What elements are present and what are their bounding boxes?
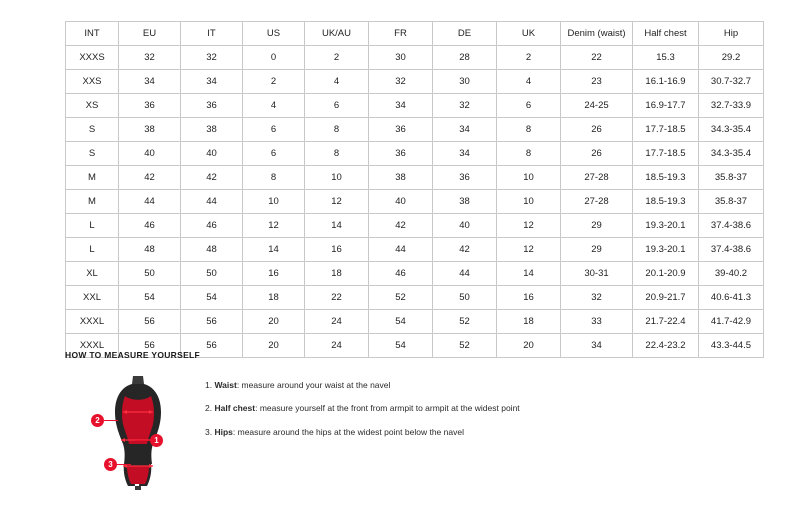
marker-3-hips: 3 <box>104 458 117 471</box>
cell-fr: 52 <box>369 286 433 310</box>
table-row <box>66 118 764 142</box>
cell-half-chest: 22.4-23.2 <box>633 334 699 358</box>
cell-de: 40 <box>433 214 497 238</box>
cell-it: 40 <box>181 142 243 166</box>
table-row <box>66 46 764 70</box>
cell-denim: 23 <box>561 70 633 94</box>
cell-denim: 33 <box>561 310 633 334</box>
cell-de: 28 <box>433 46 497 70</box>
cell-int: XXXL <box>66 310 119 334</box>
cell-ukau: 22 <box>305 286 369 310</box>
table-row <box>66 262 764 286</box>
cell-uk: 4 <box>497 70 561 94</box>
cell-it: 34 <box>181 70 243 94</box>
cell-hip: 30.7-32.7 <box>699 70 764 94</box>
cell-fr: 34 <box>369 94 433 118</box>
measure-note-waist <box>205 380 520 391</box>
cell-de: 44 <box>433 262 497 286</box>
cell-us: 18 <box>243 286 305 310</box>
leader-line-1 <box>135 440 151 441</box>
note-number: 2. <box>205 403 213 414</box>
cell-int: L <box>66 214 119 238</box>
leader-line-3 <box>117 464 131 465</box>
table-row <box>66 190 764 214</box>
how-to-measure-section <box>65 350 735 492</box>
cell-uk: 14 <box>497 262 561 286</box>
cell-fr: 32 <box>369 70 433 94</box>
cell-eu: 56 <box>119 310 181 334</box>
cell-us: 0 <box>243 46 305 70</box>
cell-us: 20 <box>243 334 305 358</box>
cell-denim: 30-31 <box>561 262 633 286</box>
cell-denim: 29 <box>561 214 633 238</box>
cell-half-chest: 20.1-20.9 <box>633 262 699 286</box>
cell-half-chest: 16.1-16.9 <box>633 70 699 94</box>
cell-it: 56 <box>181 310 243 334</box>
cell-eu: 50 <box>119 262 181 286</box>
cell-eu: 34 <box>119 70 181 94</box>
cell-uk: 12 <box>497 214 561 238</box>
cell-de: 38 <box>433 190 497 214</box>
cell-uk: 10 <box>497 166 561 190</box>
cell-hip: 39-40.2 <box>699 262 764 286</box>
cell-it: 56 <box>181 334 243 358</box>
cell-us: 12 <box>243 214 305 238</box>
cell-hip: 41.7-42.9 <box>699 310 764 334</box>
cell-ukau: 8 <box>305 118 369 142</box>
cell-ukau: 24 <box>305 310 369 334</box>
cell-us: 20 <box>243 310 305 334</box>
cell-int: XXL <box>66 286 119 310</box>
note-text: : measure yourself at the front from armpit to armpit at the widest point <box>255 403 520 414</box>
cell-eu: 32 <box>119 46 181 70</box>
cell-half-chest: 17.7-18.5 <box>633 142 699 166</box>
cell-fr: 40 <box>369 190 433 214</box>
how-to-measure-body <box>65 372 735 492</box>
cell-uk: 2 <box>497 46 561 70</box>
cell-it: 54 <box>181 286 243 310</box>
note-term: Waist <box>214 380 237 390</box>
cell-uk: 8 <box>497 118 561 142</box>
table-header-row <box>66 22 764 46</box>
cell-ukau: 18 <box>305 262 369 286</box>
cell-eu: 56 <box>119 334 181 358</box>
cell-it: 48 <box>181 238 243 262</box>
how-to-measure-title: HOW TO MEASURE YOURSELF <box>65 350 201 360</box>
cell-int: XXS <box>66 70 119 94</box>
cell-it: 46 <box>181 214 243 238</box>
cell-ukau: 12 <box>305 190 369 214</box>
cell-eu: 46 <box>119 214 181 238</box>
cell-ukau: 16 <box>305 238 369 262</box>
cell-de: 42 <box>433 238 497 262</box>
column-header: INT <box>66 22 119 46</box>
cell-int: M <box>66 190 119 214</box>
measure-note-hips <box>205 427 520 438</box>
measure-instructions <box>205 372 520 450</box>
cell-int: L <box>66 238 119 262</box>
cell-it: 44 <box>181 190 243 214</box>
cell-int: S <box>66 142 119 166</box>
cell-half-chest: 19.3-20.1 <box>633 238 699 262</box>
cell-fr: 30 <box>369 46 433 70</box>
column-header: Denim (waist) <box>561 22 633 46</box>
column-header: US <box>243 22 305 46</box>
cell-hip: 37.4-38.6 <box>699 238 764 262</box>
cell-de: 36 <box>433 166 497 190</box>
cell-hip: 35.8-37 <box>699 190 764 214</box>
column-header: IT <box>181 22 243 46</box>
cell-denim: 26 <box>561 118 633 142</box>
cell-de: 34 <box>433 142 497 166</box>
table-row <box>66 94 764 118</box>
size-conversion-table <box>65 21 764 358</box>
cell-it: 32 <box>181 46 243 70</box>
cell-denim: 29 <box>561 238 633 262</box>
cell-uk: 12 <box>497 238 561 262</box>
cell-it: 50 <box>181 262 243 286</box>
cell-ukau: 2 <box>305 46 369 70</box>
cell-us: 6 <box>243 118 305 142</box>
cell-eu: 36 <box>119 94 181 118</box>
cell-denim: 24-25 <box>561 94 633 118</box>
cell-fr: 46 <box>369 262 433 286</box>
cell-ukau: 8 <box>305 142 369 166</box>
note-term: Hips <box>214 426 233 437</box>
mannequin-figure-icon <box>103 374 173 492</box>
cell-us: 8 <box>243 166 305 190</box>
cell-us: 14 <box>243 238 305 262</box>
column-header: Hip <box>699 22 764 46</box>
cell-uk: 18 <box>497 310 561 334</box>
cell-half-chest: 20.9-21.7 <box>633 286 699 310</box>
cell-fr: 36 <box>369 118 433 142</box>
cell-hip: 40.6-41.3 <box>699 286 764 310</box>
cell-hip: 35.8-37 <box>699 166 764 190</box>
column-header: UK/AU <box>305 22 369 46</box>
cell-de: 30 <box>433 70 497 94</box>
table-row <box>66 310 764 334</box>
cell-uk: 8 <box>497 142 561 166</box>
cell-eu: 42 <box>119 166 181 190</box>
cell-hip: 32.7-33.9 <box>699 94 764 118</box>
cell-half-chest: 18.5-19.3 <box>633 190 699 214</box>
table-row <box>66 142 764 166</box>
cell-denim: 27-28 <box>561 166 633 190</box>
cell-int: M <box>66 166 119 190</box>
table-row <box>66 166 764 190</box>
note-number: 1. <box>205 380 213 390</box>
cell-denim: 26 <box>561 142 633 166</box>
table-row <box>66 238 764 262</box>
cell-hip: 37.4-38.6 <box>699 214 764 238</box>
cell-half-chest: 21.7-22.4 <box>633 310 699 334</box>
cell-us: 6 <box>243 142 305 166</box>
cell-fr: 54 <box>369 334 433 358</box>
cell-uk: 6 <box>497 94 561 118</box>
cell-de: 50 <box>433 286 497 310</box>
cell-int: XL <box>66 262 119 286</box>
cell-it: 42 <box>181 166 243 190</box>
cell-us: 2 <box>243 70 305 94</box>
column-header: EU <box>119 22 181 46</box>
cell-uk: 16 <box>497 286 561 310</box>
cell-ukau: 4 <box>305 70 369 94</box>
column-header: Half chest <box>633 22 699 46</box>
cell-half-chest: 15.3 <box>633 46 699 70</box>
cell-ukau: 14 <box>305 214 369 238</box>
cell-hip: 34.3-35.4 <box>699 118 764 142</box>
cell-de: 34 <box>433 118 497 142</box>
cell-hip: 29.2 <box>699 46 764 70</box>
measure-diagram <box>65 372 195 492</box>
note-number: 3. <box>205 426 213 437</box>
cell-eu: 44 <box>119 190 181 214</box>
cell-half-chest: 18.5-19.3 <box>633 166 699 190</box>
column-header: FR <box>369 22 433 46</box>
column-header: DE <box>433 22 497 46</box>
cell-ukau: 10 <box>305 166 369 190</box>
marker-1-waist: 1 <box>150 434 163 447</box>
note-text: : measure around your waist at the navel <box>236 380 391 390</box>
cell-it: 36 <box>181 94 243 118</box>
cell-de: 32 <box>433 94 497 118</box>
leader-line-2 <box>104 420 118 421</box>
cell-denim: 34 <box>561 334 633 358</box>
cell-hip: 43.3-44.5 <box>699 334 764 358</box>
cell-fr: 38 <box>369 166 433 190</box>
cell-uk: 20 <box>497 334 561 358</box>
cell-fr: 44 <box>369 238 433 262</box>
cell-fr: 42 <box>369 214 433 238</box>
cell-int: XXXL <box>66 334 119 358</box>
cell-eu: 54 <box>119 286 181 310</box>
measure-note-half-chest <box>205 403 520 414</box>
cell-de: 52 <box>433 334 497 358</box>
cell-us: 10 <box>243 190 305 214</box>
cell-half-chest: 16.9-17.7 <box>633 94 699 118</box>
column-header: UK <box>497 22 561 46</box>
cell-uk: 10 <box>497 190 561 214</box>
table-row <box>66 70 764 94</box>
cell-ukau: 6 <box>305 94 369 118</box>
note-text: : measure around the hips at the widest point below the navel <box>232 426 464 437</box>
cell-de: 52 <box>433 310 497 334</box>
size-chart-container <box>65 21 752 358</box>
cell-int: XXXS <box>66 46 119 70</box>
cell-denim: 32 <box>561 286 633 310</box>
cell-us: 16 <box>243 262 305 286</box>
cell-half-chest: 19.3-20.1 <box>633 214 699 238</box>
cell-eu: 38 <box>119 118 181 142</box>
cell-ukau: 24 <box>305 334 369 358</box>
marker-2-half-chest: 2 <box>91 414 104 427</box>
table-row <box>66 286 764 310</box>
cell-hip: 34.3-35.4 <box>699 142 764 166</box>
cell-eu: 40 <box>119 142 181 166</box>
cell-denim: 22 <box>561 46 633 70</box>
cell-half-chest: 17.7-18.5 <box>633 118 699 142</box>
cell-us: 4 <box>243 94 305 118</box>
table-row <box>66 214 764 238</box>
cell-fr: 54 <box>369 310 433 334</box>
cell-fr: 36 <box>369 142 433 166</box>
cell-denim: 27-28 <box>561 190 633 214</box>
cell-int: S <box>66 118 119 142</box>
cell-int: XS <box>66 94 119 118</box>
cell-it: 38 <box>181 118 243 142</box>
note-term: Half chest <box>214 403 256 414</box>
cell-eu: 48 <box>119 238 181 262</box>
